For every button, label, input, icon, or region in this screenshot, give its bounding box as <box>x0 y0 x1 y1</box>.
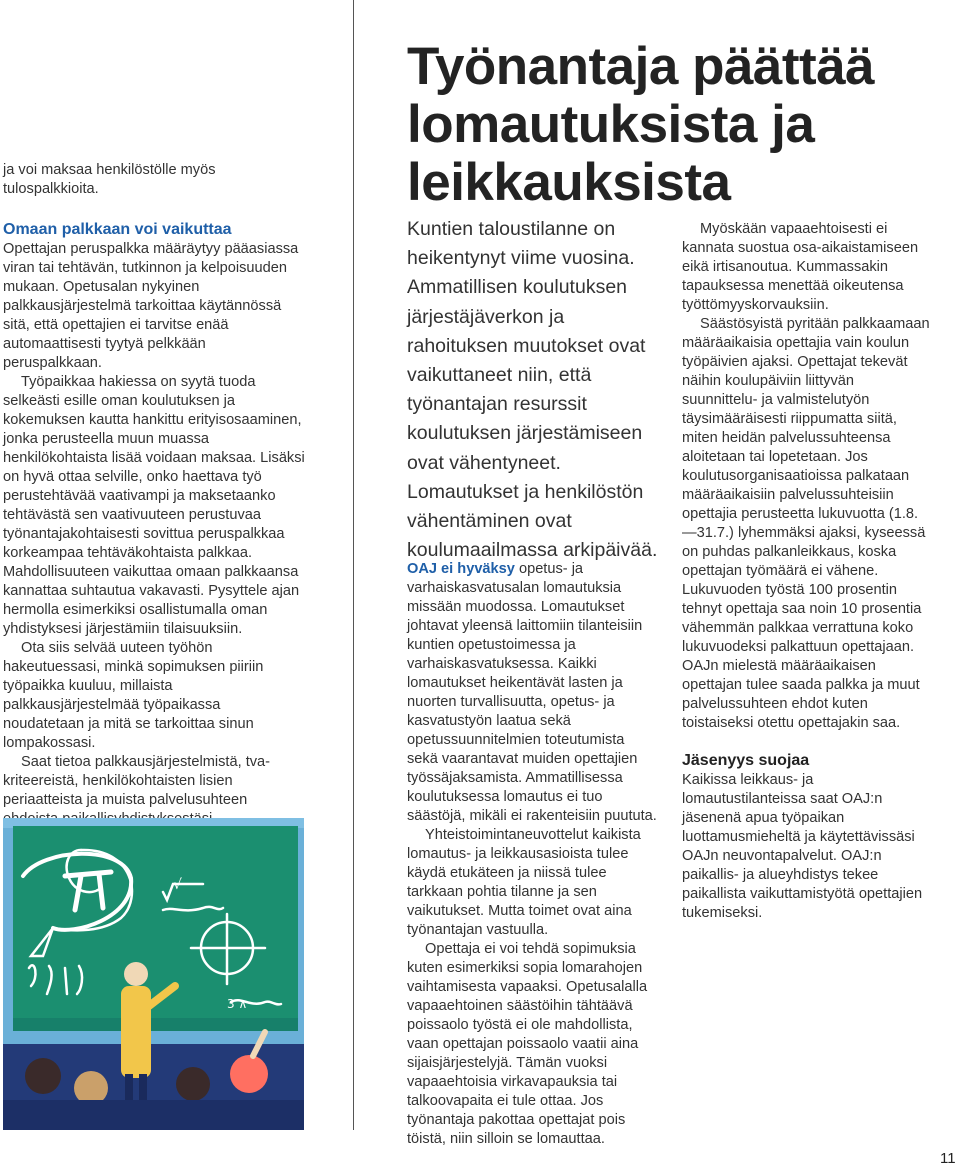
left-column <box>3 161 305 829</box>
title-line: Työnantaja päättää <box>407 36 875 96</box>
chalk-note: 3 ∧ <box>227 997 248 1011</box>
paragraph: Kaikissa leikkaus- ja lomautustilanteissa saat OAJ:n jäsenenä apua työpaikan luottamusmieheltä ja käytettävissäsi OAJn neuvontapalvelut. OAJ:n paikallis- ja alueyhdistys tekee paikallista vaikuttamistyötä opettajien tukemiseksi. <box>682 772 923 921</box>
column-divider <box>353 0 354 1130</box>
page-number: 11 <box>940 1150 956 1167</box>
paragraph: Työpaikkaa hakiessa on syytä tuoda selkeästi esille oman koulutuksen ja kokemuksen kautta hankittu erityisosaaminen, jonka perusteella muun muassa henkilökohtaista lisää voidaan maksaa. Lisäksi on hyvä ottaa selville, onko haettava työ perustehtävää vaativampi ja maksetaanko tehtävästä sen vaativuuteen perustuvaa työnantajakohtaisesti sovittua peruspalkkaa korkeampaa tehtäväkohtaista palkkaa. <box>3 374 305 561</box>
student-head <box>230 1055 268 1093</box>
student-head <box>74 1071 108 1105</box>
paragraph: Mahdollisuuteen vaikuttaa omaan palkkaansa kannattaa suhtautua vakavasti. Pysyttele ajan hermolla esimerkiksi osallistumalla oman yhdistyksesi järjestämiin tilaisuuksiin. <box>3 564 300 637</box>
paragraph: Myöskään vapaaehtoisesti ei kannata suostua osa-aikaistamiseen eikä irtisanoutua. Kummassakin tapauksessa menettää oikeutensa työttömyyskorvauksiin. <box>682 221 919 313</box>
student-head <box>176 1067 210 1101</box>
section-heading: Jäsenyys suojaa <box>682 752 810 769</box>
classroom-illustration <box>3 818 304 1130</box>
paragraph: Saat tietoa palkkausjärjestelmistä, tva-kriteereistä, henkilökohtaisten lisien periaatteista ja muista palvelusuhteen <box>3 754 271 808</box>
intro-text: ja voi maksaa henkilöstölle myös tulospalkkioita. <box>3 162 216 197</box>
illustration-graphic <box>3 818 304 1130</box>
paragraph <box>407 560 659 826</box>
paragraph: Ota siis selvää uuteen työhön hakeutuessasi, minkä sopimuksen piiriin työpaikka kuuluu, millaista palkkausjärjestelmää työpaikassa noudatetaan ja mitä se tarkoittaa sinun lompakossasi. <box>3 640 264 751</box>
board-ledge <box>13 1018 298 1031</box>
right-column <box>682 220 932 923</box>
title-line: leikkauksista <box>407 152 731 212</box>
desks <box>3 1100 304 1130</box>
student-head <box>25 1058 61 1094</box>
chalk-root: √ <box>173 877 182 893</box>
title-line: lomautuksista ja <box>407 94 815 154</box>
middle-column <box>407 560 659 1149</box>
paragraph: Yhteistoimintaneuvottelut kaikista lomautus- ja leikkausasioista tulee käydä etukäteen ja niissä tulee tarkkaan pohtia tilanne ja sen vaikutukset. Mutta toimet ovat aina työnantajan vastuulla. <box>407 827 641 938</box>
lead-paragraph: Kuntien taloustilanne on heikentynyt viime vuosina. Ammatillisen koulutuksen järjestäjäverkon ja rahoituksen muutokset ovat vaikuttaneet niin, että työnantajan resurssit koulutuksen järjestämiseen ovat vähentyneet. Lomautukset ja henkilöstön vähentäminen ovat koulumaailmassa arkipäivää. <box>407 218 658 562</box>
paragraph: Opettajan peruspalkka määräytyy pääasiassa viran tai tehtävän, tutkinnon ja kelpoisuuden mukaan. Opetusalan nykyinen palkkausjärjestelmä tarkoittaa käytännössä sitä, että opettajien ei tarvitse enää automaattisesti tyytyä pelkkään peruspalkkaan. <box>3 241 299 371</box>
paragraph: Opettaja ei voi tehdä sopimuksia kuten esimerkiksi sopia lomarahojen vaihtamisesta vapaaksi. Opetusalalla vapaaehtoinen säästöihin tähtäävä poissaolo työstä ei ole mahdollista, vaan opettajan poissaolo vaatii aina sijaisjärjestelyjä. Tämän vuoksi vapaaehtoisia virkavapauksia tai talkoovapaita ei tule ottaa. Jos työnantaja pakottaa opettajat pois töistä, niin silloin se lomauttaa. <box>407 941 648 1147</box>
teacher-body <box>121 986 151 1078</box>
paragraph-text: opetus- ja varhaiskasvatusalan lomautuksia missään muodossa. Lomautukset johtavat yleensä laittomiin tilanteisiin kuntien opetustoimessa ja varhaiskasvatuksessa. Kaikki lomautukset heikentävät lasten ja nuorten turvallisuutta, opetus- ja kasvatustyön laatua sekä opetussuunnitelmien toteutumista sekä vaarantavat muiden opettajien työssäjaksamista. Ammatillisessa koulutuksessa lomautus ei tuo säästöjä, mikäli ei rakenteisiin puututa. <box>407 561 657 824</box>
emphasis: OAJ ei hyväksy <box>407 561 515 577</box>
teacher-head <box>124 962 148 986</box>
section-heading: Omaan palkkaan voi vaikuttaa <box>3 221 232 238</box>
paragraph: Säästösyistä pyritään palkkaamaan määräaikaisia opettajia vain koulun työpäivien ajaksi. Opettajat tekevät näihin koulupäiviin liittyvän suunnittelu- ja valmistelutyön täysimääräisesti riippumatta siitä, miten heidän palvelussuhteensa aloitetaan tai lopetetaan. Jos koulutusorganisaatioissa palkataan määräaikaisiin palvelussuhteisiin opettajia perusteetta lukuvuotta (1.8.—31.7.) lyhemmäksi ajaksi, kyseessä on puhdas palkanleikkaus, koska opettajan työmäärä ei vähene. Lukuvuoden työstä 100 prosentin tehnyt opettaja saa noin 10 prosentia vähemmän palkkaa verrattuna koko lukuvuodeksi palkattuun opettajaan. OAJn mielestä määräaikaisen opettajan tulee saada palkka ja muut palvelussuhteen ehdot kuten toistaiseksi otettu opettajakin saa. <box>682 316 930 731</box>
article-title <box>407 38 947 212</box>
